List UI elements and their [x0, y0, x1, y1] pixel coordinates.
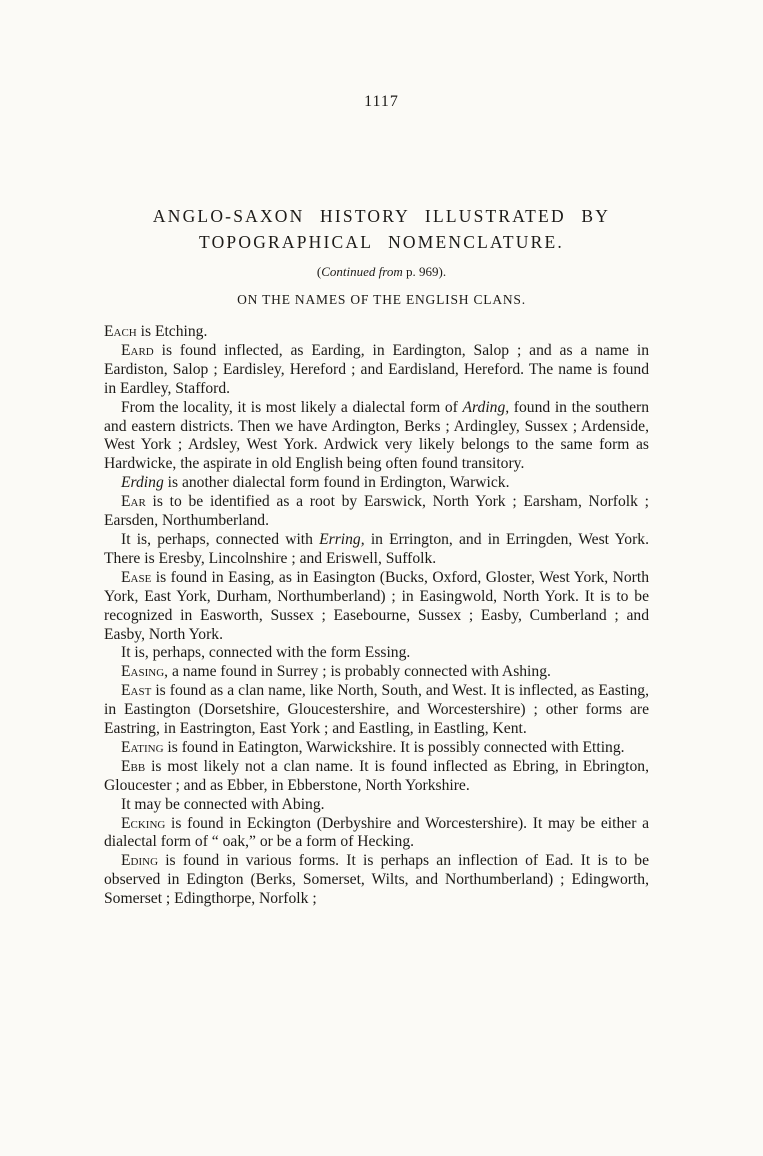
continued-note [100, 263, 663, 281]
entry-head: Ease [121, 568, 152, 586]
paragraph-text: It is, perhaps, connected with [121, 530, 320, 548]
paragraph [104, 682, 649, 739]
entry-text: is Etching. [136, 323, 208, 340]
paragraph [104, 531, 649, 569]
entry-head: Ecking [121, 814, 166, 832]
paragraph [104, 323, 649, 342]
article-body [104, 323, 649, 909]
entry-text: is found as a clan name, like North, South, and West. It is inflected, as Easting, in Eastington (Dorsetshire, Gloucestershire, and Worcestershire) ; other forms are Eastring, in Eastrington, East York ; and Eastling, in Eastling, Kent. [104, 682, 649, 738]
paragraph [104, 399, 649, 475]
paragraph-text: found in the southern and eastern districts. Then we have Ardington, Berks ; Ardingley, Sussex ; Ardenside, West York ; Ardsley, West York. Ardwick very likely belongs to the same form as Hardwicke, the aspirate in old English being often found transitory. [104, 398, 649, 473]
entry-text: a name found in Surrey ; is probably connected with Ashing. [168, 663, 551, 681]
paragraph [104, 815, 649, 853]
paragraph [104, 493, 649, 531]
entry-text: is found in Easing, as in Easington (Bucks, Oxford, Gloster, West York, North York, East York, Durham, Northumberland) ; in Easingwold, North York. It is to be recognized in Easworth, Sussex ; Easebourne, Sussex ; Easby, Cumberland ; and Easby, North York. [104, 568, 649, 643]
paragraph [104, 852, 649, 909]
paragraph [104, 474, 649, 493]
paragraph-text: It is, perhaps, connected with the form Essing. [121, 644, 411, 662]
paragraph [104, 644, 649, 663]
entry-text: is found in Eatington, Warwickshire. It is possibly connected with Etting. [163, 738, 625, 756]
entry-text: is found in Eckington (Derbyshire and Worcestershire). It may be either a dialectal form of “ oak,” or be a form of Hecking. [104, 814, 649, 851]
article-title-line-1: ANGLO-SAXON HISTORY ILLUSTRATED BY [152, 206, 611, 226]
entry-text: is to be identified as a root by Earswick, North York ; Earsham, Norfolk ; Earsden, Northumberland. [104, 493, 649, 530]
entry-head: East [121, 682, 152, 700]
entry-head: Easing, [121, 663, 169, 681]
continued-rest: p. 969). [402, 264, 447, 279]
entry-head: Eating [121, 738, 164, 756]
paragraph [104, 796, 649, 815]
section-heading: ON THE NAMES OF THE ENGLISH CLANS. [237, 292, 526, 307]
entry-text: is found inflected, as Earding, in Eardington, Salop ; and as a name in Eardiston, Salop ; Eardisley, Hereford ; and Eardisland, Hereford. The name is found in Eardley, Stafford. [104, 341, 649, 397]
paragraph [104, 739, 649, 758]
italic-term: Erring, [319, 530, 365, 548]
article-header [100, 203, 663, 309]
paragraph [104, 663, 649, 682]
entry-head: Ear [121, 493, 146, 511]
paragraph [104, 342, 649, 399]
entry-text: is most likely not a clan name. It is found inflected as Ebring, in Ebrington, Gloucester ; and as Ebber, in Ebberstone, North Yorkshire. [104, 757, 649, 794]
continued-open: ( [316, 264, 322, 279]
entry-text: is found in various forms. It is perhaps an inflection of Ead. It is to be observed in Edington (Berks, Somerset, Wilts, and Northumberland) ; Edingworth, Somerset ; Edingthorpe, Norfolk ; [104, 852, 649, 908]
continued-italic: Continued from [321, 264, 403, 279]
entry-head: Eding [121, 852, 159, 870]
paragraph [104, 758, 649, 796]
italic-term: Arding, [462, 398, 510, 416]
entry-head: Eard [121, 341, 154, 359]
article-title-line-2: TOPOGRAPHICAL NOMENCLATURE. [199, 232, 564, 252]
page-number: 1117 [364, 93, 399, 110]
paragraph [104, 569, 649, 645]
paragraph-text: is another dialectal form found in Erdington, Warwick. [163, 474, 510, 492]
paragraph-text: in Errington, and in Erringden, West York. There is Eresby, Lincolnshire ; and Eriswell, Suffolk. [104, 530, 649, 567]
paragraph-text: It may be connected with Abing. [121, 795, 325, 813]
entry-head: Ebb [121, 757, 146, 775]
italic-term: Erding [121, 474, 164, 492]
entry-head: Each [104, 323, 137, 340]
paragraph-text: From the locality, it is most likely a dialectal form of [121, 398, 463, 416]
